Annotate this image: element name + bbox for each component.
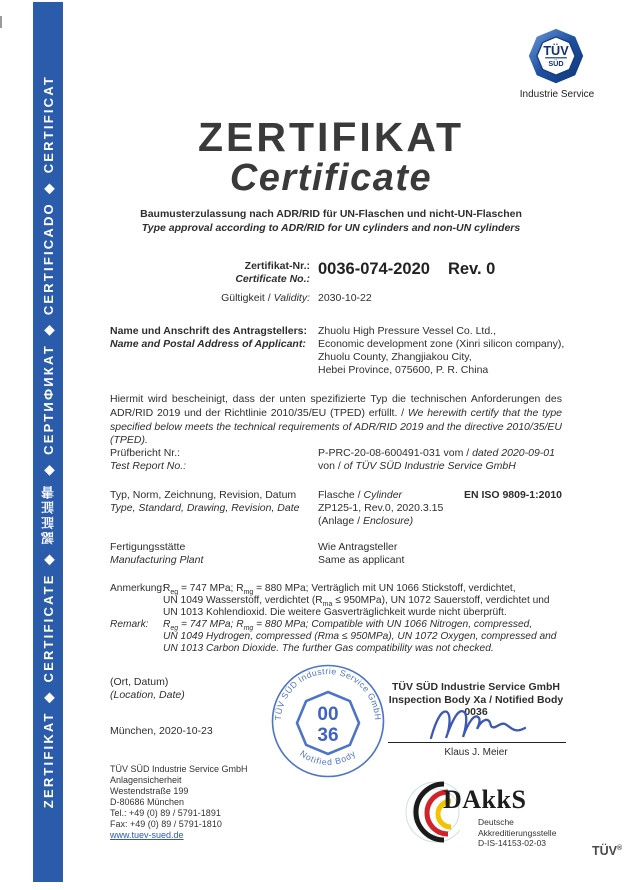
remark-en-line-2: UN 1049 Hydrogen, compressed (Rma ≤ 950MPa), UN 1072 Oxygen, compressed and (163, 630, 557, 642)
validity-value: 2030-10-22 (318, 292, 372, 304)
test-report-label (110, 447, 186, 472)
standard-reference: EN ISO 9809-1:2010 (463, 489, 562, 501)
dakks-caption-line-3: D-IS-14153-02-03 (478, 838, 547, 848)
vertical-banner-text: ZERTIFIKAT ◆ CERTIFICATE ◆ 認証証書 ◆ СЕРТИФИКАТ ◆ CERTIFICADO ◆ CERTIFICAT (40, 75, 56, 809)
remark-label-de: Anmerkung: (110, 583, 165, 594)
stamp-arc-top-text: TÜV SÜD Industrie Service GmbH (272, 666, 384, 721)
subtitle (85, 208, 577, 235)
plant-label-en: Manufacturing Plant (110, 553, 204, 566)
type-value-line-2: ZP125-1, Rev.0, 2020.3.15 (318, 502, 444, 514)
logo-tuv-text: TÜV (543, 44, 569, 59)
signatory-role: Inspection Body Xa / Notified Body 0036 (388, 693, 564, 718)
page-title-german: ZERTIFIKAT (197, 114, 465, 160)
certificate-number-label-de: Zertifikat-Nr.: (244, 260, 310, 272)
stamp-arc-bottom-text: Notified Body (298, 748, 358, 768)
page-title-english: Certificate (229, 157, 433, 199)
remark-de-line-1: $R_{eg} = 747$ MPa; $R_{mg} = 880$ MPa; Verträglich mit UN 1066 Stickstoff, verdichtet, (163, 583, 516, 597)
footer-line-3: Westendstraße 199 (110, 786, 189, 796)
website-link[interactable]: www.tuev-sued.de (110, 830, 184, 840)
statement-english: We herewith certify that the type specified below meets the technical requirements of ADR/RID 2019 and the directive 2010/35/EU (TPED). (110, 406, 562, 447)
plant-label-de: Fertigungsstätte (110, 541, 186, 553)
applicant-label (110, 325, 307, 350)
vertical-certificate-banner (33, 2, 63, 882)
signatory-name: Klaus J. Meier (444, 747, 508, 758)
plant-value-de: Wie Antragsteller (318, 541, 398, 553)
notified-body-stamp-icon (267, 660, 389, 782)
tuv-sud-logo-icon (527, 27, 585, 85)
applicant-address (318, 325, 564, 377)
dakks-caption-line-2: Akkreditierungsstelle (478, 827, 557, 838)
location-date-label-en: (Location, Date) (110, 688, 185, 701)
footer-line-1: TÜV SÜD Industrie Service GmbH (110, 764, 248, 774)
footer-line-2: Anlagensicherheit (110, 775, 182, 785)
footer-line-5: Tel.: +49 (0) 89 / 5791-1891 (110, 808, 221, 818)
applicant-line-4: Hebei Province, 075600, P. R. China (318, 364, 489, 376)
certificate-revision: Rev. 0 (447, 260, 496, 278)
applicant-line-1: Zhuolu High Pressure Vessel Co. Ltd., (318, 325, 497, 337)
logo-caption: Industrie Service (519, 89, 595, 100)
footer-address (110, 764, 248, 841)
logo-sud-text: SÜD (548, 58, 564, 68)
subtitle-english: Type approval according to ADR/RID for UN cylinders and non-UN cylinders (141, 221, 521, 234)
stamp-number-top: 00 (317, 704, 339, 725)
applicant-line-2: Economic development zone (Xinri silicon company), (318, 338, 565, 350)
certificate-number-label (110, 260, 310, 285)
applicant-label-en: Name and Postal Address of Applicant: (110, 337, 306, 350)
type-value-line-1: Flasche / Cylinder (318, 489, 403, 501)
test-report-line-1: P-PRC-20-08-600491-031 vom / dated 2020-09-01 (318, 447, 555, 459)
signature-icon (424, 700, 532, 744)
plant-label (110, 541, 203, 566)
location-date-label-de: (Ort, Datum) (110, 676, 169, 688)
applicant-line-3: Zhuolu County, Zhangjiakou City, (318, 351, 472, 363)
footer-line-4: D-80686 München (110, 797, 185, 807)
footer-line-6: Fax: +49 (0) 89 / 5791-1810 (110, 819, 222, 829)
dakks-wordmark: DAkkS (443, 785, 527, 814)
type-label-en: Type, Standard, Drawing, Revision, Date (110, 501, 300, 514)
validity-label (110, 292, 310, 305)
remark-en-line-1: $R_{eg} = 747$ MPa; $R_{mg} = 880$ MPa; Compatible with UN 1066 Nitrogen, compressed, (163, 618, 533, 632)
signature-stroke (431, 711, 525, 738)
remark-de-line-3: UN 1013 Kohlendioxid. Die weitere Gasverträglichkeit wurde nicht überprüft. (163, 606, 507, 618)
certificate-number: 0036-074-2020 (318, 260, 430, 278)
dakks-caption-line-1: Deutsche (478, 817, 514, 827)
applicant-label-de: Name und Anschrift des Antragstellers: (110, 325, 308, 337)
signatory-org: TÜV SÜD Industrie Service GmbH (391, 681, 561, 693)
plant-value (318, 541, 404, 567)
location-date-value: München, 2020-10-23 (110, 725, 213, 737)
stamp-number-bottom: 36 (317, 725, 339, 746)
dakks-caption (478, 817, 556, 849)
test-report-label-en: Test Report No.: (110, 459, 187, 472)
statement-german: Hiermit wird bescheinigt, dass der unten spezifizierte Typ die technischen Anforderungen des ADR/RID 2019 und der Richtlinie 2010/35/EU (TPED) erfüllt. / (110, 393, 562, 419)
remark-de-line-2: UN 1049 Wasserstoff, verdichtet $(R_{ma} \le 950MPa)$, UN 1072 Sauerstoff, verdichtet und (163, 594, 550, 608)
validity-label-en: Validity: (273, 292, 310, 304)
test-report-line-2: von / of TÜV SÜD Industrie Service GmbH (318, 460, 516, 472)
signature-line (388, 742, 566, 743)
certificate-number-value (318, 260, 495, 279)
test-report-value (318, 447, 555, 473)
remark-en-line-3: UN 1013 Carbon Dioxide. The further Gas compatibility was not checked. (163, 642, 494, 654)
certification-statement (110, 393, 562, 448)
remark-label-en: Remark: (110, 618, 149, 630)
certificate-number-label-en: Certificate No.: (235, 272, 310, 285)
location-date-label (110, 676, 185, 701)
test-report-label-de: Prüfbericht Nr.: (110, 447, 181, 459)
subtitle-german: Baumusterzulassung nach ADR/RID für UN-Flaschen und nicht-UN-Flaschen (140, 208, 522, 220)
plant-value-en: Same as applicant (318, 554, 405, 566)
remark-block (110, 583, 580, 654)
tuv-wordmark: TÜV® (592, 844, 623, 858)
scan-artifact (0, 16, 2, 28)
svg-text:Notified Body (298, 748, 358, 767)
registered-trademark-icon: ® (617, 844, 623, 852)
validity-label-de: Gültigkeit / (221, 292, 274, 304)
type-label (110, 489, 299, 514)
type-value-line-3: (Anlage / Enclosure) (318, 515, 414, 527)
type-label-de: Typ, Norm, Zeichnung, Revision, Datum (110, 489, 297, 501)
